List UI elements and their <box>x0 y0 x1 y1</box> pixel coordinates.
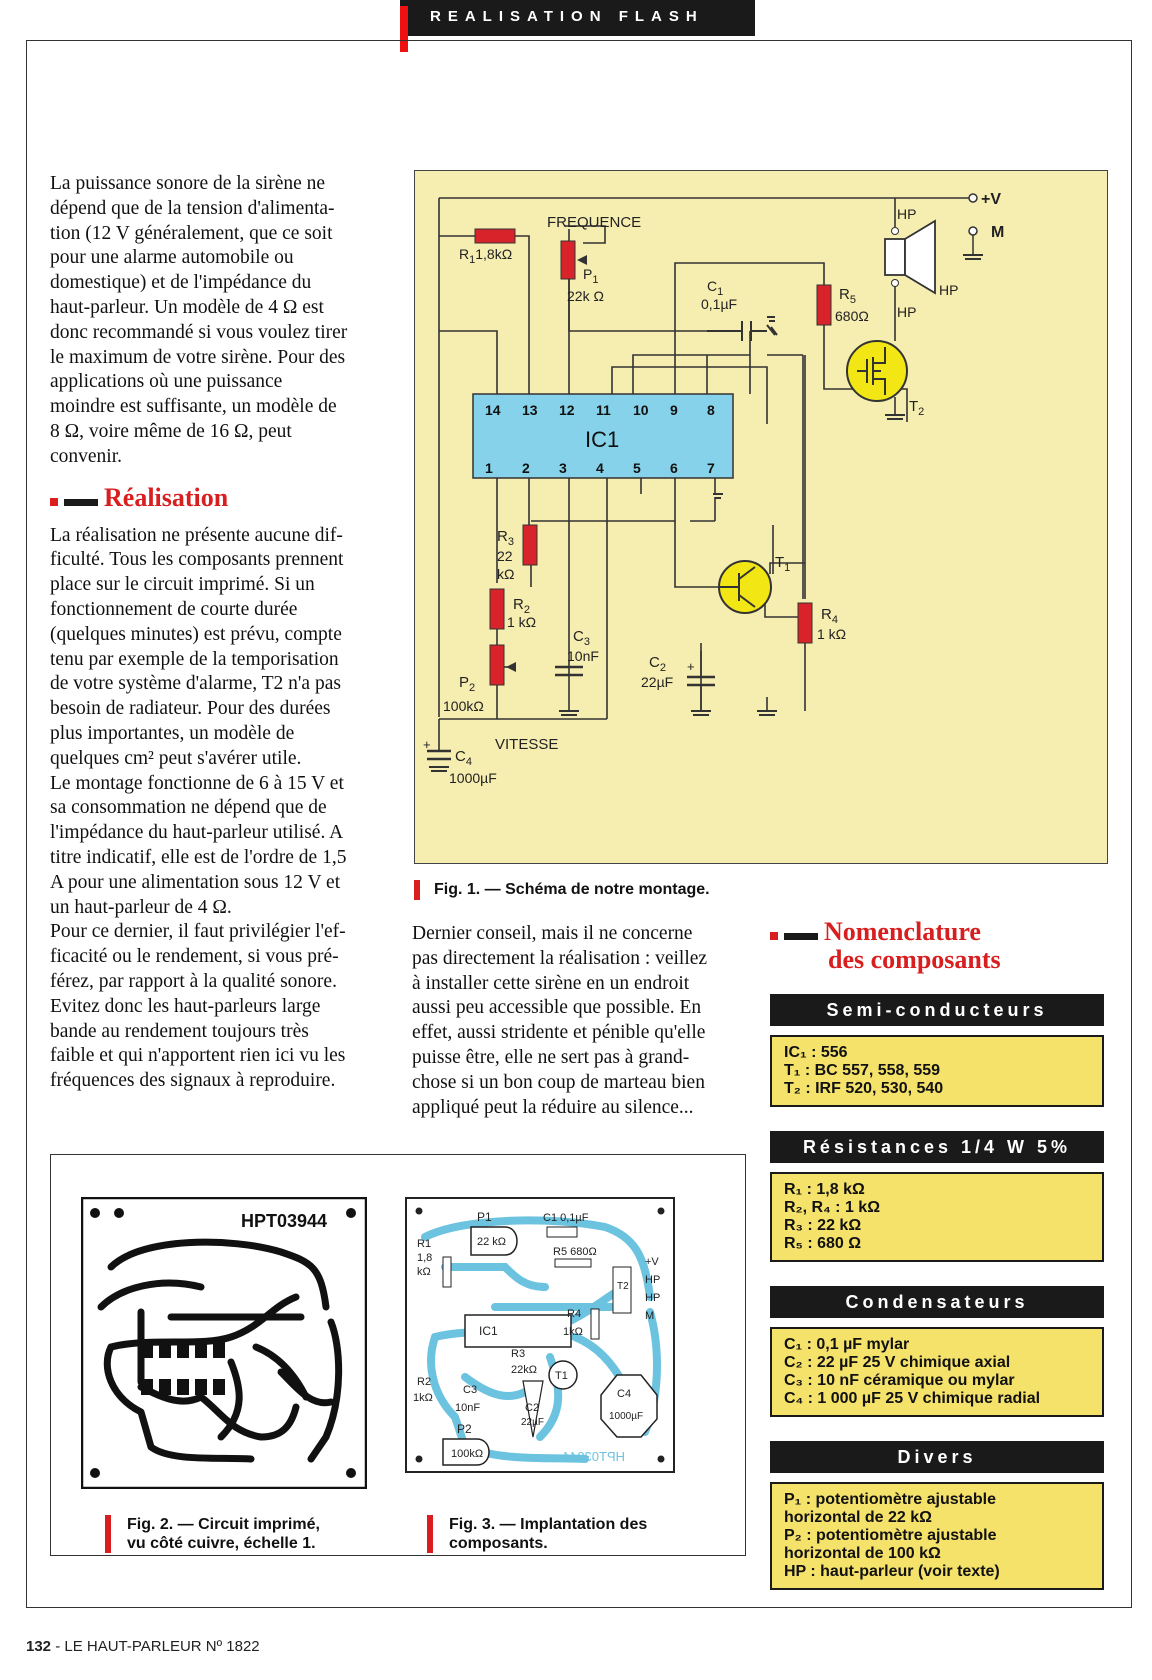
r3-value-2: kΩ <box>497 566 515 582</box>
pcb-figures-box <box>50 1154 746 1556</box>
pcb-r4-value: 1kΩ <box>563 1326 583 1338</box>
schematic-figure <box>414 170 1108 864</box>
text-line: applications où une puissance <box>50 371 283 393</box>
pcb-p1-label: P1 <box>477 1210 492 1224</box>
c4-label: $C_4$ <box>455 748 472 768</box>
component-item: C₃ : 10 nF céramique ou mylar <box>784 1372 1015 1389</box>
text-line: effet, aussi stridente et pénible qu'elle <box>412 1022 706 1044</box>
text-line: A pour une alimentation sous 12 V et <box>50 871 341 893</box>
potentiometer-p2 <box>490 645 504 685</box>
text-line: quelques cm² peut s'avérer utile. <box>50 747 302 769</box>
resistor-r2 <box>490 589 504 629</box>
component-item: P₁ : potentiomètre ajustable <box>784 1491 996 1508</box>
ic-pin-number: 12 <box>559 402 575 418</box>
r5-label: $R_5$ <box>839 286 856 306</box>
pcb-ref-label: HPT03944 <box>241 1211 328 1231</box>
page-number: 132 <box>26 1638 52 1655</box>
component-item: C₄ : 1 000 µF 25 V chimique radial <box>784 1390 1041 1407</box>
r2-value: 1 kΩ <box>507 614 537 630</box>
pcb-c1-label: C1 0,1µF <box>543 1212 589 1224</box>
text-line: fréquences des signaux à reproduire. <box>50 1070 336 1092</box>
c2-value: 22µF <box>641 674 674 690</box>
column-2 <box>412 922 752 1120</box>
fig2-caption: Fig. 2. — Circuit imprimé, vu côté cuivre, échelle 1. <box>105 1515 320 1553</box>
text-line: plus importantes, un modèle de <box>50 722 295 744</box>
text-line: aussi peu accessible que possible. En <box>412 997 702 1019</box>
text-line: titre indicatif, elle est de l'ordre de 1,5 <box>50 846 347 868</box>
text-line: tenu par exemple de la temporisation <box>50 648 339 670</box>
hp-label-top: HP <box>897 206 917 222</box>
r5-value: 680Ω <box>835 308 869 324</box>
text-line: fonctionnement de courte durée <box>50 598 298 620</box>
resistor-r3 <box>523 525 537 565</box>
component-item: T₂ : IRF 520, 530, 540 <box>784 1080 944 1097</box>
text-line: haut-parleur. Un modèle de 4 Ω est <box>50 296 324 318</box>
fig2-copper-pcb <box>81 1197 367 1489</box>
text-line: dépend que de la tension d'alimenta- <box>50 197 335 219</box>
text-line: ficulté. Tous les composants prennent <box>50 549 344 571</box>
pcb-c2-value: 22µF <box>521 1417 544 1428</box>
ic-pin-number: 5 <box>633 460 641 476</box>
capacitor-c4 <box>427 751 451 759</box>
pcb-r3-label: R3 <box>511 1348 526 1360</box>
p1-value: 22k Ω <box>567 288 604 304</box>
component-item: R₂, R₄ : 1 kΩ <box>784 1199 881 1216</box>
pcb-p1-value: 22 kΩ <box>477 1236 507 1248</box>
pcb-r1-label: R1 <box>417 1238 432 1250</box>
text-line: domestique) et de l'impédance du <box>50 272 312 294</box>
final-advice-paragraph <box>412 922 752 1120</box>
component-item: R₃ : 22 kΩ <box>784 1217 862 1234</box>
ic-pin-number: 7 <box>707 460 715 476</box>
component-item: R₁ : 1,8 kΩ <box>784 1181 865 1198</box>
text-line: Le montage fonctionne de 6 à 15 V et <box>50 772 344 794</box>
heading-marker <box>50 493 104 511</box>
p2-wiper <box>506 662 516 672</box>
category-header: Divers <box>770 1441 1104 1473</box>
m-label: M <box>991 224 1005 241</box>
vplus-label: +V <box>981 191 1002 208</box>
pcb-r4-label: R4 <box>567 1308 582 1320</box>
text-line: à installer cette sirène en un endroit <box>412 972 690 994</box>
pcb-c4-value: 1000µF <box>609 1411 644 1422</box>
resistor-r1 <box>475 229 515 243</box>
ic-pin-number: 1 <box>485 460 493 476</box>
component-item: T₁ : BC 557, 558, 559 <box>784 1062 941 1079</box>
text-line: sa consommation ne dépend que de <box>50 797 327 819</box>
nomenclature-heading: Nomenclature des composants <box>770 918 1110 974</box>
text-line: La réalisation ne présente aucune dif- <box>50 524 343 546</box>
category-header: Semi-conducteurs <box>770 994 1104 1026</box>
component-item: R₅ : 680 Ω <box>784 1235 862 1252</box>
ic-pin-number: 8 <box>707 402 715 418</box>
text-line: (quelques minutes) est prévu, compte <box>50 623 342 645</box>
ic-pin-number: 2 <box>522 460 530 476</box>
pcb-c3-label: C3 <box>463 1384 478 1396</box>
t2-label: $T_2$ <box>909 398 925 418</box>
text-line: de votre système d'alarme, T2 n'a pas <box>50 673 341 695</box>
component-item: C₁ : 0,1 µF mylar <box>784 1336 910 1353</box>
category-header: Condensateurs <box>770 1286 1104 1318</box>
frequence-label: FREQUENCE <box>547 214 642 231</box>
pcb-c2-label: C2 <box>525 1402 540 1414</box>
resistor-r5 <box>817 285 831 325</box>
text-line: moindre est suffisante, un modèle de <box>50 396 337 418</box>
pcb-t2-label: T2 <box>617 1281 629 1292</box>
intro-paragraph <box>50 172 390 470</box>
pcb-p2-value: 100kΩ <box>451 1448 484 1460</box>
nomenclature-marker <box>770 927 824 945</box>
text-line: ficacité ou le rendement, si vous pré- <box>50 946 339 968</box>
svg-text:HPT03944: HPT03944 <box>562 1449 625 1464</box>
ic-pin-number: 14 <box>485 402 501 418</box>
pcb-r5-body <box>555 1259 591 1267</box>
text-line: tion (12 V généralement, que ce soit <box>50 222 333 244</box>
component-item: HP : haut-parleur (voir texte) <box>784 1563 1000 1580</box>
speaker-hp <box>885 221 935 293</box>
pcb-c4-outline <box>601 1375 657 1437</box>
potentiometer-p1 <box>561 241 575 279</box>
text-line: un haut-parleur de 4 Ω. <box>50 896 232 918</box>
pcb-c4-label: C4 <box>617 1388 632 1400</box>
c1-value: 0,1µF <box>701 296 738 312</box>
pcb-r3-value: 22kΩ <box>511 1364 537 1376</box>
resistor-r4 <box>798 603 812 643</box>
component-item: P₂ : potentiomètre ajustable <box>784 1527 997 1544</box>
pcb-p2-label: P2 <box>457 1422 472 1436</box>
category-items-box <box>770 1327 1104 1417</box>
text-line: bande au rendement toujours très <box>50 1020 309 1042</box>
ic-pin-number: 6 <box>670 460 678 476</box>
c3-value: 10nF <box>567 648 599 664</box>
text-line: férez, par rapport à la qualité sonore. <box>50 970 337 992</box>
header-title: REALISATION FLASH <box>430 8 704 25</box>
c3-label: $C_3$ <box>573 628 590 648</box>
p2-label: $P_2$ <box>459 674 476 694</box>
text-line: besoin de radiateur. Pour des durées <box>50 698 331 720</box>
pcb-c1-body <box>547 1227 577 1237</box>
r4-value: 1 kΩ <box>817 626 847 642</box>
text-line: le maximum de votre sirène. Pour des <box>50 346 346 368</box>
component-item: C₂ : 22 µF 25 V chimique axial <box>784 1354 1011 1371</box>
schematic-svg <box>415 171 1107 863</box>
ground-symbols <box>429 255 983 771</box>
pcb-r2-value: 1kΩ <box>413 1392 433 1404</box>
text-line: puisse être, elle ne sert pas à grand- <box>412 1046 690 1068</box>
pcb-c3-value: 10nF <box>455 1402 481 1414</box>
hp-label-right: HP <box>939 282 959 298</box>
pcb-r1-value-2: kΩ <box>417 1266 431 1278</box>
hp-label-bottom: HP <box>897 304 917 320</box>
c2-label: $C_2$ <box>649 654 666 674</box>
category-items-box <box>770 1035 1104 1107</box>
text-line: La puissance sonore de la sirène ne <box>50 173 326 194</box>
ic-pin-number: 11 <box>596 402 611 418</box>
text-line: Pour ce dernier, il faut privilégier l'ef- <box>50 921 346 943</box>
ic1-label: IC1 <box>585 427 620 452</box>
realisation-paragraph <box>50 524 390 1094</box>
pcb-m: M <box>645 1310 655 1322</box>
magazine-title: - LE HAUT-PARLEUR Nº 1822 <box>51 1638 260 1655</box>
component-item: IC₁ : 556 <box>784 1044 848 1061</box>
ic-pin-number: 10 <box>633 402 649 418</box>
c4-plus: + <box>423 737 431 752</box>
pcb-vplus: +V <box>645 1256 659 1268</box>
text-line: convenir. <box>50 445 123 467</box>
ic-pin-number: 4 <box>596 460 604 476</box>
text-line: place sur le circuit imprimé. Si un <box>50 574 315 596</box>
text-line: Dernier conseil, mais il ne concerne <box>412 923 693 944</box>
c1-label: $C_1$ <box>707 278 724 298</box>
p1-wiper <box>577 255 587 265</box>
c4-value: 1000µF <box>449 770 497 786</box>
pcb-ic1-label: IC1 <box>479 1324 498 1338</box>
fig3-component-layout <box>405 1197 675 1473</box>
pcb-r4-body <box>591 1309 599 1339</box>
page-footer <box>26 1638 260 1655</box>
fig1-caption: Fig. 1. — Schéma de notre montage. <box>414 880 710 899</box>
t1-label: $T_1$ <box>775 554 791 574</box>
ic-pin-number: 9 <box>670 402 678 418</box>
pcb-hp1: HP <box>645 1274 661 1286</box>
component-item: horizontal de 22 kΩ <box>784 1509 932 1526</box>
r2-label: $R_2$ <box>513 596 530 616</box>
text-line: 8 Ω, voire même de 16 Ω, peut <box>50 420 292 442</box>
pcb-r1-value-1: 1,8 <box>417 1252 433 1264</box>
column-1 <box>50 172 390 1094</box>
r3-label: $R_3$ <box>497 528 514 548</box>
r3-value-1: 22 <box>497 548 513 564</box>
category-header: Résistances 1/4 W 5% <box>770 1131 1104 1163</box>
realisation-heading: Réalisation <box>50 484 390 512</box>
text-line: Evitez donc les haut-parleurs large <box>50 995 321 1017</box>
p1-label: $P_1$ <box>583 266 599 286</box>
r4-label: $R_4$ <box>821 606 838 626</box>
nomenclature-list <box>770 994 1104 1590</box>
pcb-r1-body <box>443 1257 451 1287</box>
p2-value: 100kΩ <box>443 698 484 714</box>
pcb-mirrored-ref <box>563 1449 625 1464</box>
pcb-t1-label: T1 <box>555 1370 568 1382</box>
r1-label: $R_11,8k\Omega$ <box>459 246 513 266</box>
text-line: appliqué peut la réduire au silence... <box>412 1096 694 1118</box>
component-item: horizontal de 100 kΩ <box>784 1545 941 1562</box>
text-line: donc recommandé si vous voulez tirer <box>50 321 348 343</box>
ic-pin-number: 3 <box>559 460 567 476</box>
text-line: pour une alarme automobile ou <box>50 247 294 269</box>
c2-plus: + <box>687 659 695 674</box>
category-items-box <box>770 1482 1104 1590</box>
pcb-r5-label: R5 680Ω <box>553 1246 597 1258</box>
text-line: faible et qui n'apportent rien ici vu les <box>50 1045 346 1067</box>
text-line: l'impédance du haut-parleur utilisé. A <box>50 822 344 844</box>
ic-pin-number: 13 <box>522 402 538 418</box>
text-line: chose si un bon coup de marteau bien <box>412 1071 705 1093</box>
pcb-r2-label: R2 <box>417 1376 432 1388</box>
fig3-caption: Fig. 3. — Implantation des composants. <box>427 1515 647 1553</box>
pcb-hp2: HP <box>645 1292 661 1304</box>
vitesse-label: VITESSE <box>495 736 559 753</box>
category-items-box <box>770 1172 1104 1262</box>
capacitor-c1 <box>707 321 767 341</box>
text-line: pas directement la réalisation : veillez <box>412 947 708 969</box>
